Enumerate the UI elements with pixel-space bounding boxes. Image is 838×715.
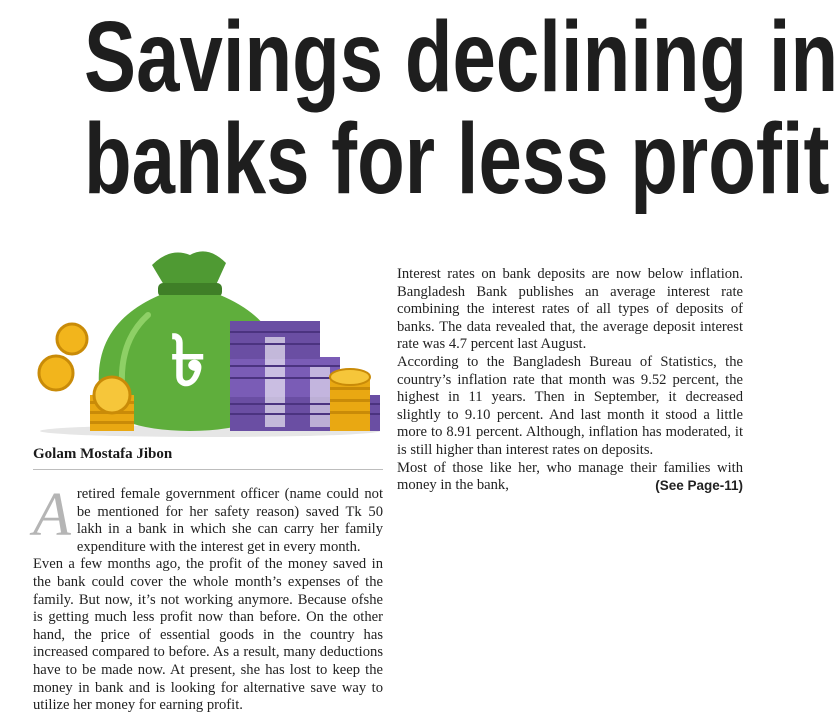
coin-stack-right	[330, 369, 370, 431]
money-bag-illustration	[30, 245, 385, 440]
article-paragraph-3: Interest rates on bank deposits are now below inflation. Bangladesh Bank publishes an average interest rate combining the interest rates of all types of deposits of banks. The data revealed that, the average deposit interest rate was 4.7 percent last August.	[397, 266, 743, 353]
paragraph-1-text: retired female government officer (name could not be mentioned for her safety reason) saved Tk 50 lakh in a bank in which she can carry her family expenditure with the interest get in every month.	[76, 486, 383, 555]
byline-divider	[33, 469, 383, 470]
headline	[84, 1, 838, 215]
paragraph-5-text: Most of those like her, who manage their families with money in the bank,	[397, 459, 743, 494]
continuation-link[interactable]: (See Page-11)	[655, 478, 743, 494]
article-paragraph-4: According to the Bangladesh Bureau of Statistics, the country’s inflation rate that month was 9.52 percent, the highest in 11 years. Then in September, it decreased slightly to 9.10 percent. And last month it stood a little more to 8.91 percent. Although, inflation has moderated, it is still higher than interest rates on deposits.	[397, 353, 743, 458]
byline: Golam Mostafa Jibon	[33, 446, 173, 462]
headline-line-1: Savings declining in	[84, 1, 838, 113]
headline-line-2: banks for less profit	[84, 103, 830, 215]
taka-symbol: ৳	[170, 320, 206, 402]
article-paragraph-1	[33, 481, 383, 556]
article-column-left	[33, 481, 383, 714]
article-column-right	[397, 266, 743, 495]
article-paragraph-5	[397, 460, 743, 495]
drop-cap: A	[33, 481, 71, 549]
article-paragraph-2: Even a few months ago, the profit of the money saved in the bank could cover the whole month’s expenses of the family. But now, it’s not working anymore. Because ofshe is getting much less profit now than before. On the other hand, the price of essential goods in the country has increased compared to before. As a result, many deductions have to be made now. At present, she has lost to keep the money in bank and is looking for alternative save way to utilize her money for earning profit.	[33, 556, 383, 714]
